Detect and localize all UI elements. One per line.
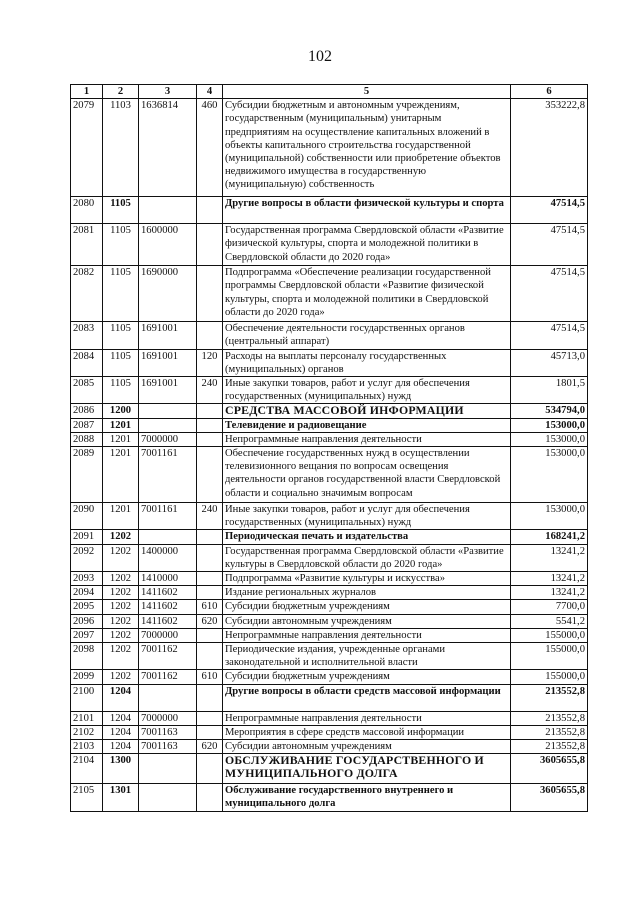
row-number-cell: 2094: [71, 586, 103, 600]
section-code-cell: 1202: [103, 600, 139, 614]
target-article-cell: [139, 197, 197, 224]
item-name-cell: Непрограммные направления деятельности: [223, 432, 511, 446]
table-row: [71, 725, 588, 739]
row-number-cell: 2095: [71, 600, 103, 614]
amount-cell: 155000,0: [511, 670, 588, 684]
section-code-cell: 1202: [103, 614, 139, 628]
table-row: [71, 572, 588, 586]
section-code-cell: 1105: [103, 266, 139, 322]
column-header-row-number: 1: [71, 85, 103, 99]
item-name-cell: Иные закупки товаров, работ и услуг для обеспечения государственных (муниципальных) нужд: [223, 377, 511, 404]
expense-type-cell: [197, 754, 223, 784]
expense-type-cell: 610: [197, 670, 223, 684]
target-article-cell: 7000000: [139, 711, 197, 725]
expense-type-cell: [197, 586, 223, 600]
target-article-cell: [139, 530, 197, 544]
target-article-cell: 1411602: [139, 600, 197, 614]
target-article-cell: [139, 684, 197, 711]
target-article-cell: 1400000: [139, 544, 197, 571]
target-article-cell: 1410000: [139, 572, 197, 586]
section-code-cell: 1201: [103, 432, 139, 446]
expense-type-cell: [197, 322, 223, 349]
item-name-cell: Государственная программа Свердловской области «Развитие физической культуры, спорта и молодежной политики в Свердловской области до 2020 года»: [223, 224, 511, 266]
section-code-cell: 1105: [103, 224, 139, 266]
item-name-cell: Подпрограмма «Обеспечение реализации государственной программы Свердловской области «Развитие физической культуры, спорта и молодежной политики в Свердловской области до 2020 года»: [223, 266, 511, 322]
table-row: [71, 670, 588, 684]
amount-cell: 3605655,8: [511, 784, 588, 811]
target-article-cell: 7001163: [139, 725, 197, 739]
table-row: [71, 197, 588, 224]
item-name-cell: Субсидии бюджетным учреждениям: [223, 670, 511, 684]
target-article-cell: [139, 404, 197, 418]
page-number: 102: [308, 48, 332, 65]
item-name-cell: Непрограммные направления деятельности: [223, 628, 511, 642]
table-row: [71, 377, 588, 404]
expense-type-cell: 620: [197, 740, 223, 754]
section-code-cell: 1200: [103, 404, 139, 418]
section-code-cell: 1300: [103, 754, 139, 784]
section-code-cell: 1202: [103, 643, 139, 670]
target-article-cell: 7000000: [139, 628, 197, 642]
item-name-cell: Другие вопросы в области физической культуры и спорта: [223, 197, 511, 224]
amount-cell: 13241,2: [511, 586, 588, 600]
table-row: [71, 740, 588, 754]
amount-cell: 153000,0: [511, 447, 588, 503]
section-code-cell: 1201: [103, 447, 139, 503]
expense-type-cell: [197, 628, 223, 642]
expense-type-cell: [197, 197, 223, 224]
expense-type-cell: 620: [197, 614, 223, 628]
target-article-cell: 7001161: [139, 503, 197, 530]
section-code-cell: 1202: [103, 544, 139, 571]
row-number-cell: 2102: [71, 725, 103, 739]
target-article-cell: [139, 784, 197, 811]
expense-type-cell: [197, 572, 223, 586]
expense-type-cell: [197, 432, 223, 446]
amount-cell: 47514,5: [511, 266, 588, 322]
item-name-cell: Субсидии автономным учреждениям: [223, 614, 511, 628]
row-number-cell: 2098: [71, 643, 103, 670]
expense-type-cell: [197, 711, 223, 725]
row-number-cell: 2083: [71, 322, 103, 349]
item-name-cell: Государственная программа Свердловской области «Развитие культуры в Свердловской области до 2020 года»: [223, 544, 511, 571]
section-code-cell: 1202: [103, 586, 139, 600]
amount-cell: 155000,0: [511, 643, 588, 670]
budget-table: [70, 84, 588, 812]
expense-type-cell: 240: [197, 377, 223, 404]
row-number-cell: 2080: [71, 197, 103, 224]
amount-cell: 47514,5: [511, 322, 588, 349]
amount-cell: 155000,0: [511, 628, 588, 642]
row-number-cell: 2101: [71, 711, 103, 725]
target-article-cell: 1411602: [139, 614, 197, 628]
amount-cell: 213552,8: [511, 740, 588, 754]
item-name-cell: Периодическая печать и издательства: [223, 530, 511, 544]
column-header-target-article: 3: [139, 85, 197, 99]
table-row: [71, 711, 588, 725]
table-row: [71, 404, 588, 418]
amount-cell: 213552,8: [511, 725, 588, 739]
amount-cell: 47514,5: [511, 197, 588, 224]
row-number-cell: 2087: [71, 418, 103, 432]
row-number-cell: 2085: [71, 377, 103, 404]
row-number-cell: 2104: [71, 754, 103, 784]
table-header: [71, 85, 588, 99]
item-name-cell: Субсидии автономным учреждениям: [223, 740, 511, 754]
target-article-cell: 7001162: [139, 670, 197, 684]
expense-type-cell: 610: [197, 600, 223, 614]
row-number-cell: 2088: [71, 432, 103, 446]
target-article-cell: 1691001: [139, 377, 197, 404]
table-row: [71, 349, 588, 376]
amount-cell: 45713,0: [511, 349, 588, 376]
amount-cell: 5541,2: [511, 614, 588, 628]
section-code-cell: 1201: [103, 418, 139, 432]
table-row: [71, 432, 588, 446]
column-header-name: 5: [223, 85, 511, 99]
item-name-cell: Расходы на выплаты персоналу государственных (муниципальных) органов: [223, 349, 511, 376]
item-name-cell: СРЕДСТВА МАССОВОЙ ИНФОРМАЦИИ: [223, 404, 511, 418]
target-article-cell: 1636814: [139, 99, 197, 197]
header-row: [71, 85, 588, 99]
target-article-cell: 7000000: [139, 432, 197, 446]
amount-cell: 153000,0: [511, 503, 588, 530]
table-row: [71, 614, 588, 628]
table-row: [71, 600, 588, 614]
row-number-cell: 2079: [71, 99, 103, 197]
item-name-cell: Подпрограмма «Развитие культуры и искусства»: [223, 572, 511, 586]
amount-cell: 13241,2: [511, 544, 588, 571]
item-name-cell: Иные закупки товаров, работ и услуг для обеспечения государственных (муниципальных) нужд: [223, 503, 511, 530]
row-number-cell: 2100: [71, 684, 103, 711]
table-row: [71, 99, 588, 197]
target-article-cell: 1690000: [139, 266, 197, 322]
item-name-cell: Периодические издания, учрежденные органами законодательной и исполнительной власти: [223, 643, 511, 670]
section-code-cell: 1201: [103, 503, 139, 530]
expense-type-cell: 460: [197, 99, 223, 197]
table-row: [71, 586, 588, 600]
section-code-cell: 1202: [103, 628, 139, 642]
table-row: [71, 266, 588, 322]
item-name-cell: Субсидии бюджетным и автономным учреждениям, государственным (муниципальным) унитарным предприятиям на осуществление капитальных вложений в объекты капитального строительства государственной (муниципальной) собственности или приобретение объектов недвижимого имущества в государственную (муниципальную) собственность: [223, 99, 511, 197]
amount-cell: 213552,8: [511, 711, 588, 725]
row-number-cell: 2086: [71, 404, 103, 418]
target-article-cell: 1600000: [139, 224, 197, 266]
column-header-sum: 6: [511, 85, 588, 99]
section-code-cell: 1204: [103, 740, 139, 754]
amount-cell: 3605655,8: [511, 754, 588, 784]
section-code-cell: 1105: [103, 377, 139, 404]
row-number-cell: 2105: [71, 784, 103, 811]
table-body: [71, 99, 588, 811]
section-code-cell: 1105: [103, 349, 139, 376]
row-number-cell: 2099: [71, 670, 103, 684]
expense-type-cell: [197, 266, 223, 322]
expense-type-cell: [197, 530, 223, 544]
table-row: [71, 418, 588, 432]
target-article-cell: 1411602: [139, 586, 197, 600]
table-row: [71, 544, 588, 571]
target-article-cell: 1691001: [139, 349, 197, 376]
target-article-cell: [139, 418, 197, 432]
item-name-cell: Субсидии бюджетным учреждениям: [223, 600, 511, 614]
amount-cell: 213552,8: [511, 684, 588, 711]
section-code-cell: 1103: [103, 99, 139, 197]
column-header-section: 2: [103, 85, 139, 99]
item-name-cell: Мероприятия в сфере средств массовой информации: [223, 725, 511, 739]
expense-type-cell: [197, 447, 223, 503]
expense-type-cell: [197, 725, 223, 739]
table-row: [71, 754, 588, 784]
row-number-cell: 2084: [71, 349, 103, 376]
section-code-cell: 1105: [103, 322, 139, 349]
row-number-cell: 2081: [71, 224, 103, 266]
column-header-expense-type: 4: [197, 85, 223, 99]
row-number-cell: 2091: [71, 530, 103, 544]
section-code-cell: 1105: [103, 197, 139, 224]
section-code-cell: 1202: [103, 572, 139, 586]
expense-type-cell: [197, 224, 223, 266]
table-row: [71, 643, 588, 670]
table-row: [71, 684, 588, 711]
item-name-cell: Издание региональных журналов: [223, 586, 511, 600]
target-article-cell: 7001163: [139, 740, 197, 754]
expense-type-cell: 240: [197, 503, 223, 530]
item-name-cell: Другие вопросы в области средств массовой информации: [223, 684, 511, 711]
section-code-cell: 1202: [103, 530, 139, 544]
table-row: [71, 322, 588, 349]
row-number-cell: 2096: [71, 614, 103, 628]
item-name-cell: Обеспечение деятельности государственных органов (центральный аппарат): [223, 322, 511, 349]
amount-cell: 1801,5: [511, 377, 588, 404]
table-row: [71, 530, 588, 544]
expense-type-cell: [197, 404, 223, 418]
expense-type-cell: [197, 684, 223, 711]
row-number-cell: 2092: [71, 544, 103, 571]
amount-cell: 153000,0: [511, 432, 588, 446]
item-name-cell: Обеспечение государственных нужд в осуществлении телевизионного вещания по вопросам освещения деятельности органов государственной власти Свердловской области и социально значимым вопросам: [223, 447, 511, 503]
section-code-cell: 1204: [103, 725, 139, 739]
section-code-cell: 1301: [103, 784, 139, 811]
expense-type-cell: 120: [197, 349, 223, 376]
expense-type-cell: [197, 784, 223, 811]
row-number-cell: 2082: [71, 266, 103, 322]
target-article-cell: 1691001: [139, 322, 197, 349]
amount-cell: 168241,2: [511, 530, 588, 544]
amount-cell: 353222,8: [511, 99, 588, 197]
amount-cell: 7700,0: [511, 600, 588, 614]
row-number-cell: 2103: [71, 740, 103, 754]
amount-cell: 534794,0: [511, 404, 588, 418]
expense-type-cell: [197, 544, 223, 571]
table-row: [71, 784, 588, 811]
amount-cell: 153000,0: [511, 418, 588, 432]
item-name-cell: ОБСЛУЖИВАНИЕ ГОСУДАРСТВЕННОГО И МУНИЦИПАЛЬНОГО ДОЛГА: [223, 754, 511, 784]
amount-cell: 47514,5: [511, 224, 588, 266]
target-article-cell: 7001162: [139, 643, 197, 670]
table-row: [71, 224, 588, 266]
item-name-cell: Обслуживание государственного внутреннего и муниципального долга: [223, 784, 511, 811]
expense-type-cell: [197, 643, 223, 670]
table-row: [71, 447, 588, 503]
row-number-cell: 2097: [71, 628, 103, 642]
row-number-cell: 2093: [71, 572, 103, 586]
row-number-cell: 2090: [71, 503, 103, 530]
target-article-cell: 7001161: [139, 447, 197, 503]
target-article-cell: [139, 754, 197, 784]
item-name-cell: Непрограммные направления деятельности: [223, 711, 511, 725]
section-code-cell: 1202: [103, 670, 139, 684]
section-code-cell: 1204: [103, 684, 139, 711]
table-row: [71, 503, 588, 530]
amount-cell: 13241,2: [511, 572, 588, 586]
item-name-cell: Телевидение и радиовещание: [223, 418, 511, 432]
row-number-cell: 2089: [71, 447, 103, 503]
table-row: [71, 628, 588, 642]
expense-type-cell: [197, 418, 223, 432]
section-code-cell: 1204: [103, 711, 139, 725]
